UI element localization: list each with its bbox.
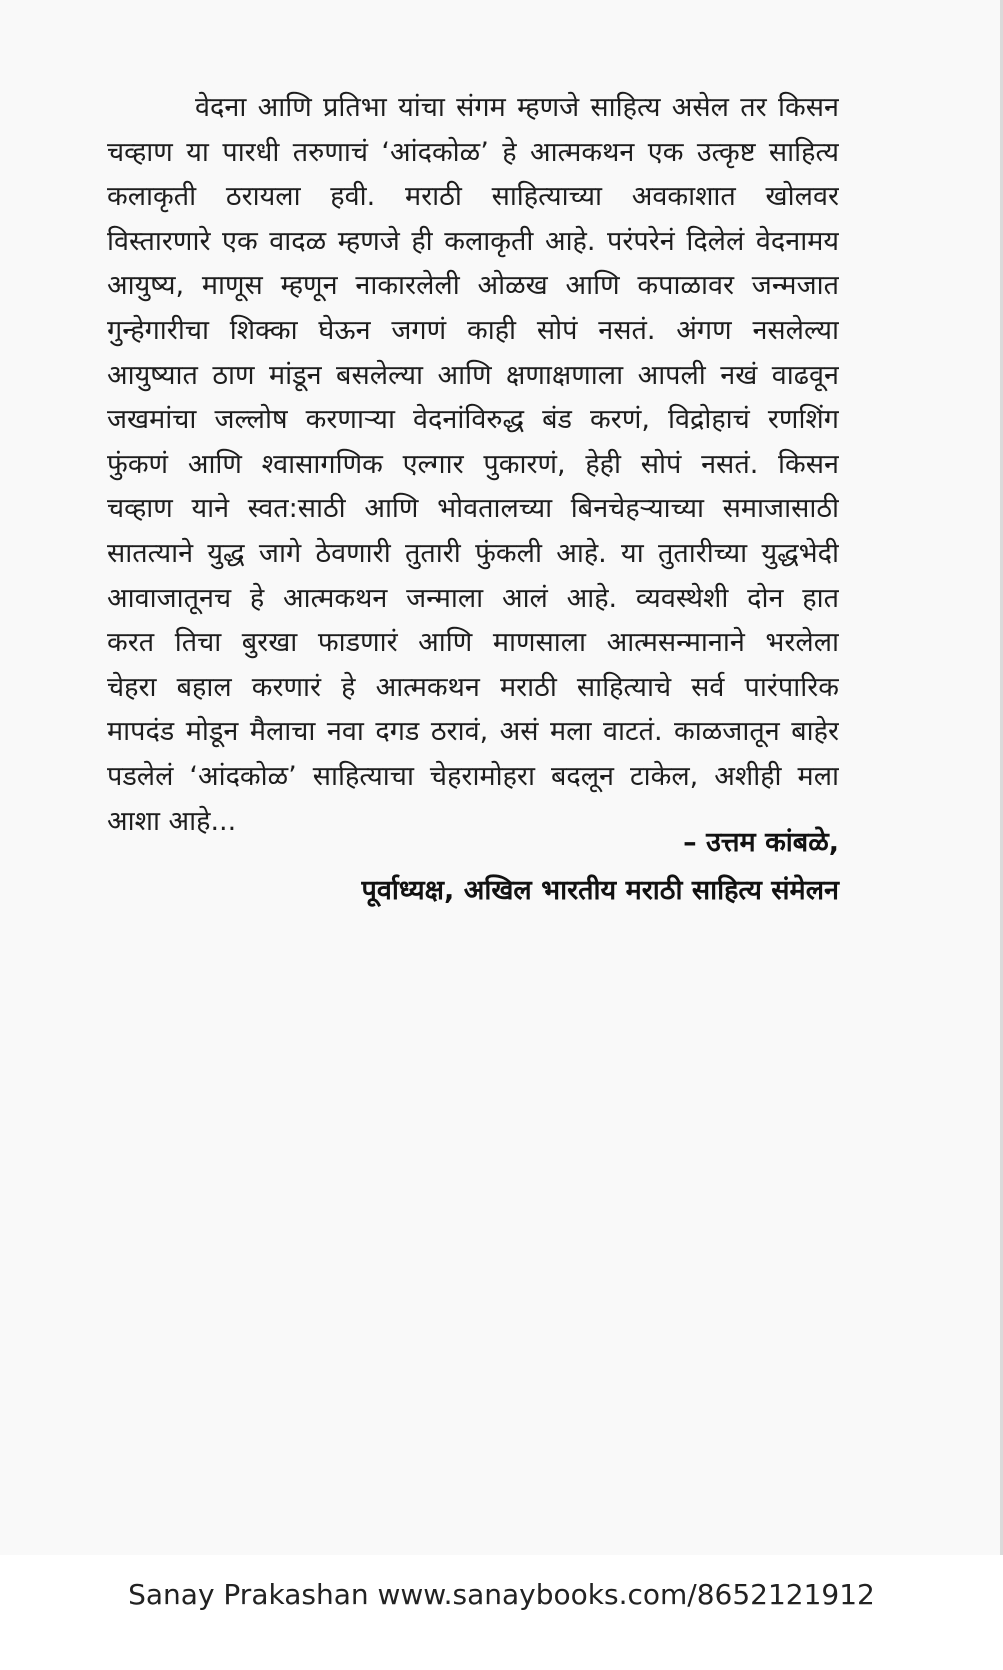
blurb-line: आयुष्य, माणूस म्हणून नाकारलेली ओळख आणि कपाळावर जन्मजात: [107, 270, 839, 302]
blurb-paragraph: [107, 86, 839, 844]
blurb-line: चेहरा बहाल करणारं हे आत्मकथन मराठी साहित्याचे सर्व पारंपारिक: [107, 671, 839, 703]
signature-name: – उत्तम कांबळे,: [683, 827, 839, 858]
blurb-line: फुंकणं आणि श्वासागणिक एल्गार पुकारणं, हेही सोपं नसतं. किसन: [107, 448, 839, 480]
signature-title: पूर्वाध्यक्ष, अखिल भारतीय मराठी साहित्य संमेलन: [361, 875, 839, 906]
publisher-footer: Sanay Prakashan www.sanaybooks.com/8652121912: [128, 1578, 875, 1611]
blurb-line: मापदंड मोडून मैलाचा नवा दगड ठरावं, असं मला वाटतं. काळजातून बाहेर: [107, 716, 839, 748]
blurb-line: विस्तारणारे एक वादळ म्हणजे ही कलाकृती आहे. परंपरेनं दिलेलं वेदनामय: [107, 225, 839, 257]
blurb-line: आशा आहे...: [107, 805, 237, 837]
blurb-line: पडलेलं ‘आंदकोळ’ साहित्याचा चेहरामोहरा बदलून टाकेल, अशीही मला: [107, 760, 839, 792]
blurb-line: आवाजातूनच हे आत्मकथन जन्माला आलं आहे. व्यवस्थेशी दोन हात: [107, 582, 839, 614]
blurb-line: कलाकृती ठरायला हवी. मराठी साहित्याच्या अवकाशात खोलवर: [107, 181, 839, 213]
blurb-line: सातत्याने युद्ध जागे ठेवणारी तुतारी फुंकली आहे. या तुतारीच्या युद्धभेदी: [107, 537, 839, 569]
blurb-line: चव्हाण या पारधी तरुणाचं ‘आंदकोळ’ हे आत्मकथन एक उत्कृष्ट साहित्य: [107, 136, 839, 168]
blurb-line: जखमांचा जल्लोष करणाऱ्या वेदनांविरुद्ध बंड करणं, विद्रोहाचं रणशिंग: [107, 404, 839, 436]
blurb-line: आयुष्यात ठाण मांडून बसलेल्या आणि क्षणाक्षणाला आपली नखं वाढवून: [107, 359, 839, 391]
blurb-line: चव्हाण याने स्वत:साठी आणि भोवतालच्या बिनचेहऱ्याच्या समाजासाठी: [107, 493, 839, 525]
blurb-line: वेदना आणि प्रतिभा यांचा संगम म्हणजे साहित्य असेल तर किसन: [195, 92, 839, 123]
blurb-line: करत तिचा बुरखा फाडणारं आणि माणसाला आत्मसन्मानाने भरलेला: [107, 627, 839, 659]
blurb-line: गुन्हेगारीचा शिक्का घेऊन जगणं काही सोपं नसतं. अंगण नसलेल्या: [107, 314, 839, 346]
